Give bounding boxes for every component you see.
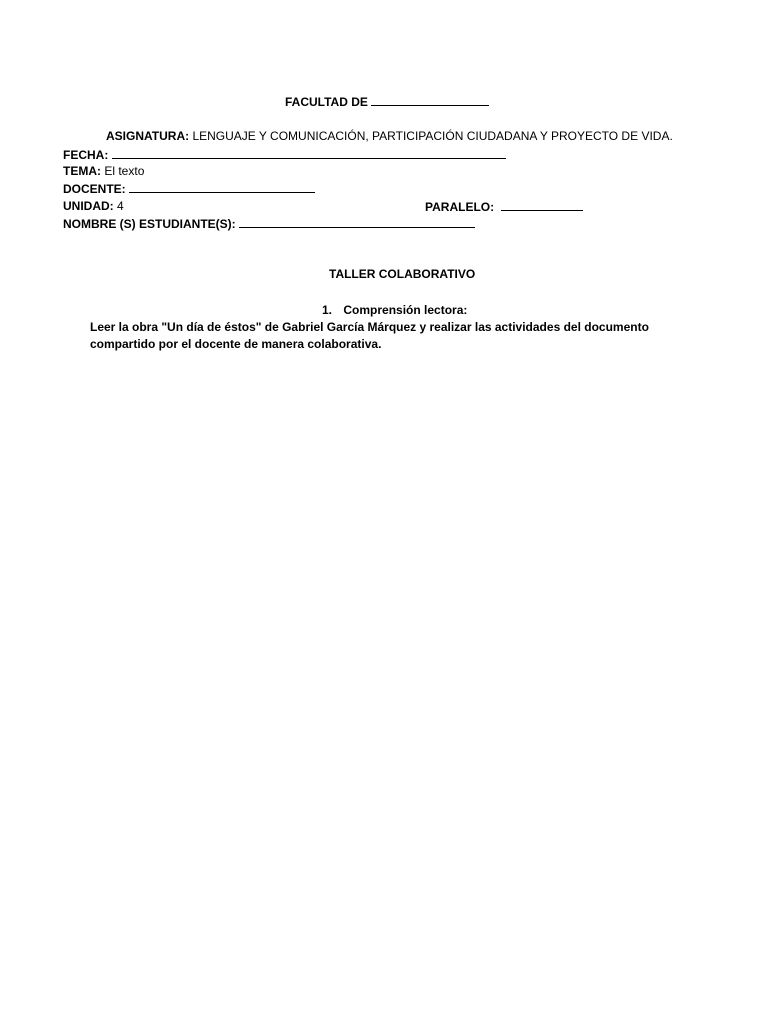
subject-label: ASIGNATURA:	[106, 129, 190, 143]
section-heading	[322, 302, 467, 318]
section-title: Comprensión lectora:	[343, 303, 468, 317]
faculty-line	[285, 93, 489, 110]
date-blank[interactable]	[112, 146, 506, 159]
parallel-label: PARALELO:	[425, 200, 495, 214]
students-label: NOMBRE (S) ESTUDIANTE(S):	[63, 217, 236, 231]
teacher-label: DOCENTE:	[63, 182, 126, 196]
topic-value: El texto	[104, 164, 145, 178]
workshop-title: TALLER COLABORATIVO	[329, 267, 476, 281]
section-number: 1.	[322, 303, 333, 317]
parallel-line	[425, 198, 583, 215]
date-line	[63, 146, 506, 163]
date-label: FECHA:	[63, 148, 109, 162]
topic-line	[63, 163, 144, 179]
unit-value: 4	[117, 199, 124, 213]
faculty-label: FACULTAD DE	[285, 95, 368, 109]
faculty-blank[interactable]	[371, 93, 489, 106]
instructions-paragraph: Leer la obra "Un día de éstos" de Gabriel García Márquez y realizar las actividades del documento compartido por el docente de manera colaborativa.	[90, 320, 649, 351]
subject-line	[106, 128, 673, 144]
teacher-line	[63, 180, 315, 197]
subject-value: LENGUAJE Y COMUNICACIÓN, PARTICIPACIÓN CIUDADANA Y PROYECTO DE VIDA.	[192, 129, 673, 143]
topic-label: TEMA:	[63, 164, 101, 178]
parallel-blank[interactable]	[501, 198, 583, 211]
students-blank[interactable]	[239, 215, 475, 228]
unit-line	[63, 198, 124, 214]
students-line	[63, 215, 475, 232]
unit-label: UNIDAD:	[63, 199, 114, 213]
teacher-blank[interactable]	[129, 180, 315, 193]
